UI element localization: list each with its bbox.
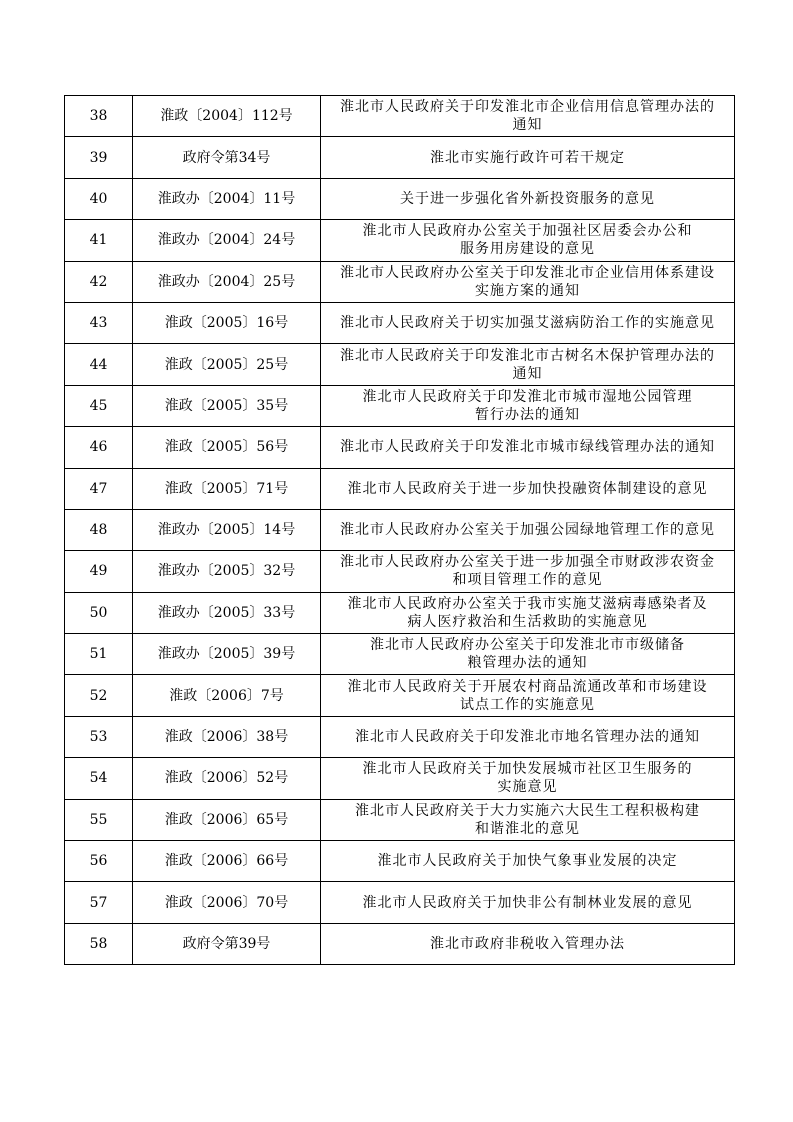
- row-number: 47: [65, 468, 133, 509]
- document-title-line: 淮北市人民政府关于印发淮北市地名管理办法的通知: [355, 729, 700, 746]
- document-title: [321, 96, 735, 137]
- row-number: 43: [65, 302, 133, 343]
- document-title-line: 淮北市人民政府关于加快非公有制林业发展的意见: [362, 894, 693, 911]
- row-number: 45: [65, 385, 133, 426]
- document-title-line: 关于进一步强化省外新投资服务的意见: [400, 190, 655, 207]
- document-title: [321, 302, 735, 343]
- document-title-line: 淮北市人民政府办公室关于印发淮北市市级储备: [370, 637, 685, 654]
- table-row: [65, 882, 735, 923]
- document-code: 淮政〔2005〕25号: [133, 344, 321, 385]
- row-number: 58: [65, 923, 133, 964]
- table-row: [65, 137, 735, 178]
- row-number: 42: [65, 261, 133, 302]
- document-code: 政府令第34号: [133, 137, 321, 178]
- document-title: [321, 634, 735, 675]
- document-code: 淮政〔2005〕16号: [133, 302, 321, 343]
- document-title: [321, 716, 735, 757]
- document-title: [321, 799, 735, 840]
- document-title-line: 淮北市人民政府办公室关于我市实施艾滋病毒感染者及: [347, 595, 708, 612]
- document-title-line: 淮北市人民政府关于大力实施六大民生工程积极构建: [355, 802, 700, 819]
- document-title-line: 淮北市人民政府关于加快发展城市社区卫生服务的: [362, 761, 693, 778]
- document-list-body: [65, 96, 735, 965]
- document-title-line: 和项目管理工作的意见: [452, 572, 603, 589]
- document-title-line: 淮北市人民政府办公室关于印发淮北市企业信用体系建设: [340, 264, 715, 281]
- table-row: [65, 592, 735, 633]
- document-title-line: 淮北市人民政府关于进一步加快投融资体制建设的意见: [347, 480, 708, 497]
- table-row: [65, 634, 735, 675]
- document-title-line: 实施方案的通知: [475, 282, 580, 299]
- document-code: 淮政办〔2005〕39号: [133, 634, 321, 675]
- row-number: 44: [65, 344, 133, 385]
- table-row: [65, 799, 735, 840]
- document-title-line: 试点工作的实施意见: [460, 696, 595, 713]
- table-row: [65, 261, 735, 302]
- document-title: [321, 923, 735, 964]
- table-row: [65, 344, 735, 385]
- table-row: [65, 302, 735, 343]
- document-code: 淮政办〔2005〕14号: [133, 509, 321, 550]
- document-title-line: 淮北市人民政府关于印发淮北市城市绿线管理办法的通知: [340, 439, 715, 456]
- document-code: 淮政〔2004〕112号: [133, 96, 321, 137]
- row-number: 49: [65, 551, 133, 592]
- document-title-line: 暂行办法的通知: [475, 406, 580, 423]
- document-code: 淮政办〔2005〕33号: [133, 592, 321, 633]
- document-code: 淮政办〔2005〕32号: [133, 551, 321, 592]
- table-row: [65, 509, 735, 550]
- document-title-line: 淮北市人民政府关于印发淮北市企业信用信息管理办法的: [340, 99, 715, 116]
- row-number: 57: [65, 882, 133, 923]
- document-title-line: 淮北市人民政府关于切实加强艾滋病防治工作的实施意见: [340, 315, 715, 332]
- row-number: 52: [65, 675, 133, 716]
- document-title-line: 病人医疗救治和生活救助的实施意见: [407, 613, 648, 630]
- document-title-line: 实施意见: [497, 779, 558, 796]
- document-title-line: 通知: [512, 117, 543, 134]
- row-number: 39: [65, 137, 133, 178]
- document-title: [321, 882, 735, 923]
- document-title-line: 淮北市人民政府关于加快气象事业发展的决定: [377, 853, 678, 870]
- document-title-line: 淮北市实施行政许可若干规定: [430, 149, 625, 166]
- document-title: [321, 137, 735, 178]
- row-number: 55: [65, 799, 133, 840]
- document-code: 淮政〔2005〕71号: [133, 468, 321, 509]
- table-row: [65, 841, 735, 882]
- document-title-line: 淮北市人民政府关于印发淮北市城市湿地公园管理: [362, 388, 693, 405]
- document-title: [321, 592, 735, 633]
- document-title: [321, 427, 735, 468]
- table-row: [65, 675, 735, 716]
- document-title: [321, 758, 735, 799]
- table-row: [65, 716, 735, 757]
- table-row: [65, 758, 735, 799]
- document-code: 政府令第39号: [133, 923, 321, 964]
- document-code: 淮政〔2006〕38号: [133, 716, 321, 757]
- document-code: 淮政〔2006〕66号: [133, 841, 321, 882]
- row-number: 51: [65, 634, 133, 675]
- row-number: 53: [65, 716, 133, 757]
- document-code: 淮政〔2006〕7号: [133, 675, 321, 716]
- row-number: 46: [65, 427, 133, 468]
- document-title: [321, 261, 735, 302]
- document-code: 淮政〔2005〕56号: [133, 427, 321, 468]
- document-title: [321, 385, 735, 426]
- document-code: 淮政办〔2004〕24号: [133, 220, 321, 261]
- document-title-line: 淮北市政府非税收入管理办法: [430, 936, 625, 952]
- document-code: 淮政〔2006〕70号: [133, 882, 321, 923]
- table-row: [65, 427, 735, 468]
- document-title: [321, 468, 735, 509]
- document-code: 淮政〔2005〕35号: [133, 385, 321, 426]
- document-title-line: 淮北市人民政府关于开展农村商品流通改革和市场建设: [347, 678, 708, 695]
- table-row: [65, 468, 735, 509]
- document-title: [321, 509, 735, 550]
- table-row: [65, 385, 735, 426]
- document-title: [321, 551, 735, 592]
- document-title: [321, 178, 735, 219]
- row-number: 38: [65, 96, 133, 137]
- document-title: [321, 841, 735, 882]
- table-row: [65, 923, 735, 964]
- table-row: [65, 220, 735, 261]
- row-number: 48: [65, 509, 133, 550]
- document-code: 淮政〔2006〕65号: [133, 799, 321, 840]
- table-row: [65, 551, 735, 592]
- row-number: 50: [65, 592, 133, 633]
- document-title: [321, 344, 735, 385]
- document-code: 淮政办〔2004〕25号: [133, 261, 321, 302]
- document-code: 淮政〔2006〕52号: [133, 758, 321, 799]
- table-row: [65, 96, 735, 137]
- document-title: [321, 220, 735, 261]
- document-title-line: 淮北市人民政府办公室关于加强社区居委会办公和: [362, 223, 693, 240]
- document-list-table: [64, 95, 735, 965]
- row-number: 41: [65, 220, 133, 261]
- document-title-line: 和谐淮北的意见: [475, 820, 580, 837]
- document-title: [321, 675, 735, 716]
- document-code: 淮政办〔2004〕11号: [133, 178, 321, 219]
- document-title-line: 通知: [512, 365, 543, 382]
- row-number: 40: [65, 178, 133, 219]
- row-number: 54: [65, 758, 133, 799]
- document-title-line: 淮北市人民政府办公室关于加强公园绿地管理工作的意见: [340, 522, 715, 539]
- document-title-line: 粮管理办法的通知: [467, 655, 588, 672]
- document-title-line: 服务用房建设的意见: [460, 241, 595, 258]
- document-title-line: 淮北市人民政府关于印发淮北市古树名木保护管理办法的: [340, 347, 715, 364]
- row-number: 56: [65, 841, 133, 882]
- document-title-line: 淮北市人民政府办公室关于进一步加强全市财政涉农资金: [340, 554, 715, 571]
- table-row: [65, 178, 735, 219]
